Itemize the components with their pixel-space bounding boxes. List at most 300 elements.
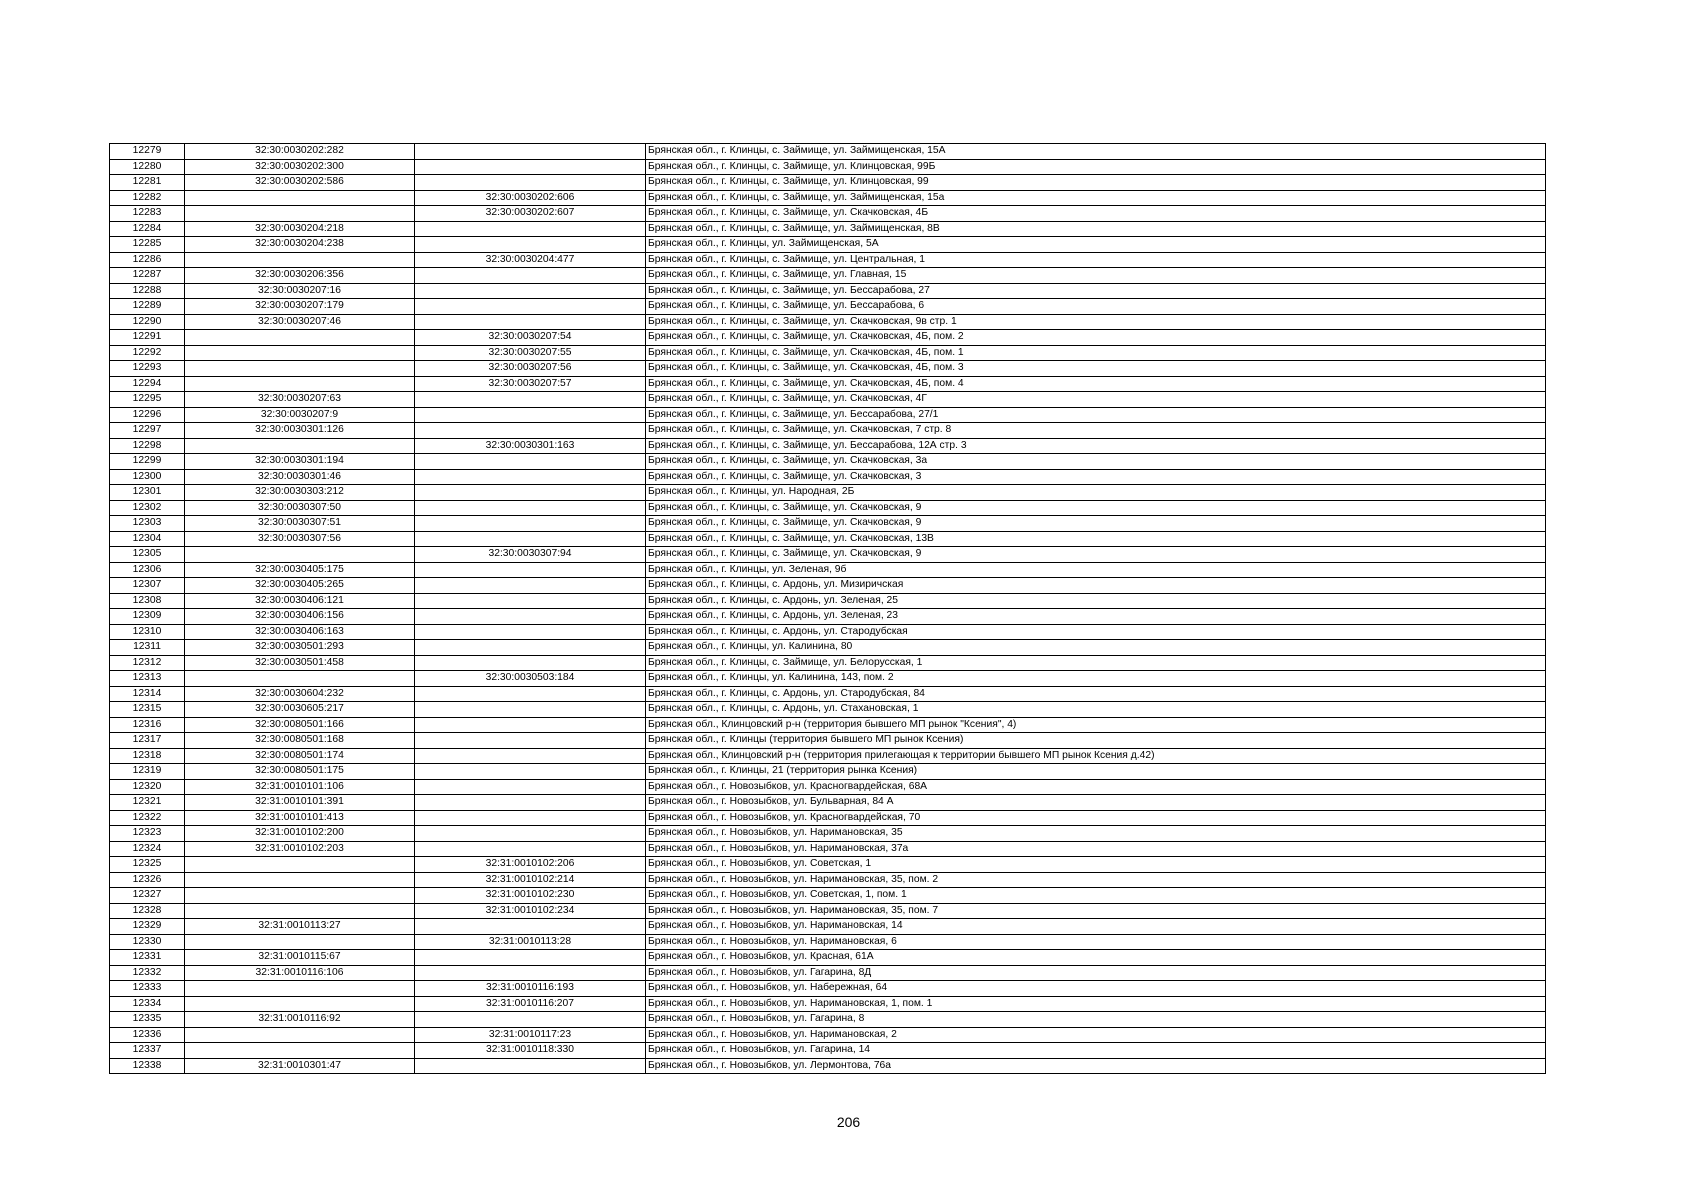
address-cell: Брянская обл., г. Клинцы, с. Займище, ул. Скачковская, 4Б: [646, 206, 1546, 222]
table-row: [110, 438, 1546, 454]
table-row: [110, 810, 1546, 826]
cadastral-number-alt-cell: [415, 562, 646, 578]
row-number-cell: 12322: [110, 810, 185, 826]
address-cell: Брянская обл., г. Клинцы, с. Займище, ул. Скачковская, 9: [646, 547, 1546, 563]
cadastral-number-cell: 32:30:0030301:126: [185, 423, 415, 439]
address-cell: Брянская обл., г. Клинцы, с. Займище, ул. Скачковская, 4Б, пом. 3: [646, 361, 1546, 377]
address-cell: Брянская обл., г. Клинцы, с. Займище, ул. Скачковская, 13В: [646, 531, 1546, 547]
address-cell: Брянская обл., г. Клинцы, с. Ардонь, ул. Мизиричская: [646, 578, 1546, 594]
row-number-cell: 12313: [110, 671, 185, 687]
table-row: [110, 345, 1546, 361]
cadastral-number-alt-cell: [415, 407, 646, 423]
row-number-cell: 12306: [110, 562, 185, 578]
row-number-cell: 12337: [110, 1043, 185, 1059]
cadastral-number-alt-cell: [415, 1058, 646, 1074]
address-cell: Брянская обл., г. Клинцы, с. Займище, ул. Займищенская, 15А: [646, 144, 1546, 160]
cadastral-number-alt-cell: [415, 516, 646, 532]
row-number-cell: 12304: [110, 531, 185, 547]
cadastral-number-alt-cell: [415, 733, 646, 749]
row-number-cell: 12331: [110, 950, 185, 966]
cadastral-number-cell: 32:30:0030406:163: [185, 624, 415, 640]
cadastral-number-cell: 32:30:0030604:232: [185, 686, 415, 702]
table-row: [110, 981, 1546, 997]
row-number-cell: 12291: [110, 330, 185, 346]
row-number-cell: 12335: [110, 1012, 185, 1028]
cadastral-number-alt-cell: 32:30:0030301:163: [415, 438, 646, 454]
cadastral-number-cell: 32:31:0010102:203: [185, 841, 415, 857]
cadastral-number-alt-cell: [415, 454, 646, 470]
row-number-cell: 12288: [110, 283, 185, 299]
cadastral-number-cell: 32:31:0010102:200: [185, 826, 415, 842]
address-cell: Брянская обл., г. Клинцы, с. Займище, ул. Клинцовская, 99Б: [646, 159, 1546, 175]
cadastral-number-alt-cell: [415, 795, 646, 811]
cadastral-number-cell: [185, 190, 415, 206]
address-cell: Брянская обл., г. Клинцы, с. Займище, ул. Клинцовская, 99: [646, 175, 1546, 191]
row-number-cell: 12301: [110, 485, 185, 501]
row-number-cell: 12293: [110, 361, 185, 377]
cadastral-number-cell: [185, 345, 415, 361]
address-cell: Брянская обл., г. Клинцы, с. Займище, ул. Скачковская, 3: [646, 469, 1546, 485]
table-row: [110, 640, 1546, 656]
row-number-cell: 12326: [110, 872, 185, 888]
row-number-cell: 12333: [110, 981, 185, 997]
table-row: [110, 857, 1546, 873]
cadastral-number-alt-cell: [415, 500, 646, 516]
address-cell: Брянская обл., г. Клинцы, с. Займище, ул. Бессарабова, 27/1: [646, 407, 1546, 423]
cadastral-number-cell: 32:30:0030207:63: [185, 392, 415, 408]
cadastral-number-cell: [185, 376, 415, 392]
cadastral-number-alt-cell: 32:30:0030204:477: [415, 252, 646, 268]
table-row: [110, 888, 1546, 904]
cadastral-number-alt-cell: [415, 392, 646, 408]
table-row: [110, 547, 1546, 563]
cadastral-number-alt-cell: [415, 779, 646, 795]
table-row: [110, 159, 1546, 175]
table-row: [110, 562, 1546, 578]
row-number-cell: 12294: [110, 376, 185, 392]
row-number-cell: 12312: [110, 655, 185, 671]
cadastral-number-alt-cell: [415, 531, 646, 547]
cadastral-number-alt-cell: [415, 283, 646, 299]
table-row: [110, 454, 1546, 470]
address-cell: Брянская обл., г. Клинцы, с. Ардонь, ул. Зеленая, 23: [646, 609, 1546, 625]
cadastral-number-cell: [185, 330, 415, 346]
table-row: [110, 609, 1546, 625]
cadastral-number-alt-cell: [415, 624, 646, 640]
row-number-cell: 12290: [110, 314, 185, 330]
cadastral-number-alt-cell: [415, 299, 646, 315]
address-cell: Брянская обл., г. Клинцы, с. Займище, ул. Бессарабова, 12А стр. 3: [646, 438, 1546, 454]
cadastral-number-cell: 32:30:0030406:156: [185, 609, 415, 625]
address-cell: Брянская обл., г. Клинцы (территория бывшего МП рынок Ксения): [646, 733, 1546, 749]
address-cell: Брянская обл., г. Новозыбков, ул. Гагарина, 8Д: [646, 965, 1546, 981]
address-cell: Брянская обл., г. Новозыбков, ул. Наримановская, 37а: [646, 841, 1546, 857]
row-number-cell: 12316: [110, 717, 185, 733]
address-cell: Брянская обл., г. Новозыбков, ул. Красногвардейская, 70: [646, 810, 1546, 826]
table-row: [110, 361, 1546, 377]
cadastral-number-alt-cell: 32:30:0030207:57: [415, 376, 646, 392]
row-number-cell: 12310: [110, 624, 185, 640]
cadastral-number-cell: 32:30:0080501:168: [185, 733, 415, 749]
address-cell: Брянская обл., г. Клинцы, с. Ардонь, ул. Стахановская, 1: [646, 702, 1546, 718]
registry-table: [109, 143, 1546, 1074]
address-cell: Брянская обл., г. Новозыбков, ул. Наримановская, 1, пом. 1: [646, 996, 1546, 1012]
row-number-cell: 12332: [110, 965, 185, 981]
address-cell: Брянская обл., г. Клинцы, с. Займище, ул. Центральная, 1: [646, 252, 1546, 268]
table-row: [110, 407, 1546, 423]
row-number-cell: 12321: [110, 795, 185, 811]
cadastral-number-alt-cell: 32:31:0010102:206: [415, 857, 646, 873]
address-cell: Брянская обл., г. Новозыбков, ул. Гагарина, 8: [646, 1012, 1546, 1028]
table-row: [110, 423, 1546, 439]
table-row: [110, 221, 1546, 237]
cadastral-number-cell: [185, 857, 415, 873]
table-row: [110, 268, 1546, 284]
cadastral-number-cell: 32:30:0030307:50: [185, 500, 415, 516]
cadastral-number-alt-cell: 32:30:0030207:56: [415, 361, 646, 377]
row-number-cell: 12282: [110, 190, 185, 206]
cadastral-number-cell: 32:30:0030301:194: [185, 454, 415, 470]
cadastral-number-cell: 32:30:0030206:356: [185, 268, 415, 284]
row-number-cell: 12280: [110, 159, 185, 175]
address-cell: Брянская обл., г. Клинцы, с. Займище, ул. Скачковская, 3а: [646, 454, 1546, 470]
cadastral-number-cell: [185, 1027, 415, 1043]
table-row: [110, 795, 1546, 811]
cadastral-number-cell: [185, 361, 415, 377]
address-cell: Брянская обл., г. Клинцы, с. Ардонь, ул. Стародубская: [646, 624, 1546, 640]
cadastral-number-cell: 32:31:0010101:106: [185, 779, 415, 795]
cadastral-number-cell: [185, 1043, 415, 1059]
cadastral-number-cell: [185, 438, 415, 454]
table-row: [110, 299, 1546, 315]
row-number-cell: 12336: [110, 1027, 185, 1043]
cadastral-number-alt-cell: 32:30:0030207:55: [415, 345, 646, 361]
row-number-cell: 12285: [110, 237, 185, 253]
address-cell: Брянская обл., г. Клинцы, с. Ардонь, ул. Стародубская, 84: [646, 686, 1546, 702]
table-row: [110, 671, 1546, 687]
cadastral-number-alt-cell: [415, 717, 646, 733]
row-number-cell: 12317: [110, 733, 185, 749]
row-number-cell: 12311: [110, 640, 185, 656]
address-cell: Брянская обл., г. Клинцы, с. Займище, ул. Бессарабова, 6: [646, 299, 1546, 315]
table-row: [110, 934, 1546, 950]
address-cell: Брянская обл., г. Клинцы, с. Займище, ул. Скачковская, 9в стр. 1: [646, 314, 1546, 330]
table-row: [110, 950, 1546, 966]
table-row: [110, 469, 1546, 485]
table-row: [110, 996, 1546, 1012]
cadastral-number-cell: 32:30:0030605:217: [185, 702, 415, 718]
cadastral-number-alt-cell: 32:30:0030307:94: [415, 547, 646, 563]
address-cell: Брянская обл., г. Клинцы, ул. Народная, 2Б: [646, 485, 1546, 501]
cadastral-number-cell: 32:30:0030202:586: [185, 175, 415, 191]
address-cell: Брянская обл., г. Клинцы, с. Займище, ул. Скачковская, 4Б, пом. 4: [646, 376, 1546, 392]
address-cell: Брянская обл., г. Клинцы, с. Займище, ул. Скачковская, 9: [646, 500, 1546, 516]
table-row: [110, 1043, 1546, 1059]
row-number-cell: 12286: [110, 252, 185, 268]
row-number-cell: 12303: [110, 516, 185, 532]
row-number-cell: 12298: [110, 438, 185, 454]
table-row: [110, 779, 1546, 795]
address-cell: Брянская обл., г. Новозыбков, ул. Красногвардейская, 68А: [646, 779, 1546, 795]
cadastral-number-cell: 32:30:0030307:51: [185, 516, 415, 532]
table-row: [110, 841, 1546, 857]
table-row: [110, 206, 1546, 222]
row-number-cell: 12318: [110, 748, 185, 764]
cadastral-number-alt-cell: [415, 950, 646, 966]
table-row: [110, 252, 1546, 268]
cadastral-number-cell: 32:31:0010301:47: [185, 1058, 415, 1074]
table-row: [110, 237, 1546, 253]
cadastral-number-alt-cell: 32:31:0010117:23: [415, 1027, 646, 1043]
row-number-cell: 12314: [110, 686, 185, 702]
row-number-cell: 12299: [110, 454, 185, 470]
cadastral-number-cell: 32:30:0030204:218: [185, 221, 415, 237]
table-row: [110, 919, 1546, 935]
cadastral-number-alt-cell: [415, 593, 646, 609]
table-row: [110, 826, 1546, 842]
address-cell: Брянская обл., г. Новозыбков, ул. Наримановская, 14: [646, 919, 1546, 935]
table-row: [110, 1012, 1546, 1028]
table-row: [110, 748, 1546, 764]
table-row: [110, 733, 1546, 749]
address-cell: Брянская обл., г. Новозыбков, ул. Красная, 61А: [646, 950, 1546, 966]
address-cell: Брянская обл., Клинцовский р-н (территория прилегающая к территории бывшего МП рынок Ксения д.42): [646, 748, 1546, 764]
cadastral-number-alt-cell: 32:31:0010102:214: [415, 872, 646, 888]
address-cell: Брянская обл., г. Новозыбков, ул. Советская, 1, пом. 1: [646, 888, 1546, 904]
address-cell: Брянская обл., г. Клинцы, с. Займище, ул. Белорусская, 1: [646, 655, 1546, 671]
cadastral-number-alt-cell: 32:30:0030202:606: [415, 190, 646, 206]
cadastral-number-cell: 32:30:0030207:46: [185, 314, 415, 330]
cadastral-number-alt-cell: [415, 314, 646, 330]
row-number-cell: 12287: [110, 268, 185, 284]
row-number-cell: 12328: [110, 903, 185, 919]
row-number-cell: 12324: [110, 841, 185, 857]
cadastral-number-cell: 32:31:0010116:92: [185, 1012, 415, 1028]
table-row: [110, 392, 1546, 408]
cadastral-number-alt-cell: 32:31:0010102:230: [415, 888, 646, 904]
address-cell: Брянская обл., г. Клинцы, с. Займище, ул. Бессарабова, 27: [646, 283, 1546, 299]
address-cell: Брянская обл., г. Клинцы, ул. Займищенская, 5А: [646, 237, 1546, 253]
row-number-cell: 12327: [110, 888, 185, 904]
cadastral-number-alt-cell: 32:30:0030202:607: [415, 206, 646, 222]
table-row: [110, 903, 1546, 919]
table-row: [110, 531, 1546, 547]
address-cell: Брянская обл., г. Новозыбков, ул. Бульварная, 84 А: [646, 795, 1546, 811]
table-row: [110, 376, 1546, 392]
table-row: [110, 764, 1546, 780]
table-row: [110, 1027, 1546, 1043]
cadastral-number-alt-cell: [415, 268, 646, 284]
address-cell: Брянская обл., г. Клинцы, с. Ардонь, ул. Зеленая, 25: [646, 593, 1546, 609]
address-cell: Брянская обл., г. Новозыбков, ул. Наримановская, 35, пом. 7: [646, 903, 1546, 919]
cadastral-number-cell: 32:30:0030307:56: [185, 531, 415, 547]
cadastral-number-alt-cell: [415, 748, 646, 764]
cadastral-number-cell: 32:31:0010101:391: [185, 795, 415, 811]
row-number-cell: 12309: [110, 609, 185, 625]
cadastral-number-alt-cell: 32:30:0030207:54: [415, 330, 646, 346]
address-cell: Брянская обл., г. Новозыбков, ул. Гагарина, 14: [646, 1043, 1546, 1059]
address-cell: Брянская обл., г. Новозыбков, ул. Наримановская, 35, пом. 2: [646, 872, 1546, 888]
cadastral-number-alt-cell: [415, 826, 646, 842]
row-number-cell: 12320: [110, 779, 185, 795]
cadastral-number-cell: [185, 671, 415, 687]
row-number-cell: 12323: [110, 826, 185, 842]
cadastral-number-alt-cell: 32:30:0030503:184: [415, 671, 646, 687]
cadastral-number-cell: 32:30:0030207:179: [185, 299, 415, 315]
row-number-cell: 12289: [110, 299, 185, 315]
cadastral-number-cell: 32:30:0030406:121: [185, 593, 415, 609]
cadastral-number-alt-cell: [415, 485, 646, 501]
cadastral-number-alt-cell: [415, 469, 646, 485]
cadastral-number-cell: [185, 206, 415, 222]
row-number-cell: 12279: [110, 144, 185, 160]
cadastral-number-alt-cell: [415, 764, 646, 780]
cadastral-number-alt-cell: [415, 655, 646, 671]
row-number-cell: 12338: [110, 1058, 185, 1074]
row-number-cell: 12308: [110, 593, 185, 609]
address-cell: Брянская обл., г. Новозыбков, ул. Наримановская, 2: [646, 1027, 1546, 1043]
row-number-cell: 12307: [110, 578, 185, 594]
address-cell: Брянская обл., г. Клинцы, с. Займище, ул. Скачковская, 4Б, пом. 1: [646, 345, 1546, 361]
cadastral-number-alt-cell: [415, 237, 646, 253]
row-number-cell: 12281: [110, 175, 185, 191]
page-number: 206: [836, 1114, 861, 1130]
address-cell: Брянская обл., г. Новозыбков, ул. Набережная, 64: [646, 981, 1546, 997]
row-number-cell: 12297: [110, 423, 185, 439]
cadastral-number-alt-cell: 32:31:0010113:28: [415, 934, 646, 950]
address-cell: Брянская обл., г. Клинцы, ул. Калинина, 143, пом. 2: [646, 671, 1546, 687]
cadastral-number-alt-cell: [415, 609, 646, 625]
address-cell: Брянская обл., г. Клинцы, с. Займище, ул. Займищенская, 8В: [646, 221, 1546, 237]
cadastral-number-alt-cell: [415, 578, 646, 594]
row-number-cell: 12302: [110, 500, 185, 516]
cadastral-number-alt-cell: [415, 1012, 646, 1028]
cadastral-number-cell: [185, 903, 415, 919]
cadastral-number-alt-cell: [415, 810, 646, 826]
table-row: [110, 717, 1546, 733]
cadastral-number-cell: [185, 981, 415, 997]
cadastral-number-cell: 32:30:0030204:238: [185, 237, 415, 253]
row-number-cell: 12292: [110, 345, 185, 361]
cadastral-number-alt-cell: 32:31:0010116:193: [415, 981, 646, 997]
table-row: [110, 500, 1546, 516]
row-number-cell: 12305: [110, 547, 185, 563]
row-number-cell: 12329: [110, 919, 185, 935]
cadastral-number-alt-cell: [415, 965, 646, 981]
cadastral-number-cell: 32:30:0080501:174: [185, 748, 415, 764]
row-number-cell: 12319: [110, 764, 185, 780]
cadastral-number-alt-cell: 32:31:0010102:234: [415, 903, 646, 919]
table-row: [110, 314, 1546, 330]
cadastral-number-cell: 32:31:0010113:27: [185, 919, 415, 935]
cadastral-number-cell: 32:30:0030207:16: [185, 283, 415, 299]
cadastral-number-cell: 32:30:0030501:458: [185, 655, 415, 671]
cadastral-number-cell: 32:30:0080501:175: [185, 764, 415, 780]
cadastral-number-alt-cell: [415, 159, 646, 175]
table-row: [110, 686, 1546, 702]
table-row: [110, 330, 1546, 346]
cadastral-number-cell: 32:30:0030301:46: [185, 469, 415, 485]
table-row: [110, 872, 1546, 888]
row-number-cell: 12325: [110, 857, 185, 873]
cadastral-number-cell: [185, 252, 415, 268]
table-row: [110, 578, 1546, 594]
address-cell: Брянская обл., г. Клинцы, с. Займище, ул. Скачковская, 4Б, пом. 2: [646, 330, 1546, 346]
address-cell: Брянская обл., г. Новозыбков, ул. Советская, 1: [646, 857, 1546, 873]
table-row: [110, 144, 1546, 160]
table-row: [110, 702, 1546, 718]
cadastral-number-cell: 32:31:0010116:106: [185, 965, 415, 981]
cadastral-number-alt-cell: [415, 175, 646, 191]
cadastral-number-alt-cell: [415, 221, 646, 237]
address-cell: Брянская обл., г. Клинцы, с. Займище, ул. Скачковская, 7 стр. 8: [646, 423, 1546, 439]
table-row: [110, 593, 1546, 609]
cadastral-number-cell: 32:30:0030207:9: [185, 407, 415, 423]
row-number-cell: 12315: [110, 702, 185, 718]
address-cell: Брянская обл., г. Новозыбков, ул. Лермонтова, 76а: [646, 1058, 1546, 1074]
cadastral-number-cell: 32:31:0010115:67: [185, 950, 415, 966]
cadastral-number-cell: 32:30:0080501:166: [185, 717, 415, 733]
cadastral-number-cell: [185, 934, 415, 950]
address-cell: Брянская обл., г. Клинцы, ул. Калинина, 80: [646, 640, 1546, 656]
cadastral-number-cell: [185, 888, 415, 904]
row-number-cell: 12283: [110, 206, 185, 222]
table-row: [110, 516, 1546, 532]
cadastral-number-alt-cell: [415, 686, 646, 702]
cadastral-number-cell: 32:30:0030202:300: [185, 159, 415, 175]
cadastral-number-cell: 32:30:0030501:293: [185, 640, 415, 656]
address-cell: Брянская обл., г. Клинцы, с. Займище, ул. Главная, 15: [646, 268, 1546, 284]
cadastral-number-alt-cell: [415, 919, 646, 935]
row-number-cell: 12330: [110, 934, 185, 950]
row-number-cell: 12334: [110, 996, 185, 1012]
table-row: [110, 655, 1546, 671]
address-cell: Брянская обл., г. Клинцы, с. Займище, ул. Скачковская, 9: [646, 516, 1546, 532]
cadastral-number-cell: [185, 547, 415, 563]
cadastral-number-cell: 32:30:0030405:265: [185, 578, 415, 594]
row-number-cell: 12295: [110, 392, 185, 408]
address-cell: Брянская обл., г. Клинцы, 21 (территория рынка Ксения): [646, 764, 1546, 780]
table-row: [110, 965, 1546, 981]
address-cell: Брянская обл., Клинцовский р-н (территория бывшего МП рынок "Ксения", 4): [646, 717, 1546, 733]
table-row: [110, 1058, 1546, 1074]
cadastral-number-cell: [185, 996, 415, 1012]
table-row: [110, 190, 1546, 206]
cadastral-number-alt-cell: [415, 423, 646, 439]
row-number-cell: 12296: [110, 407, 185, 423]
cadastral-number-alt-cell: [415, 640, 646, 656]
cadastral-number-cell: 32:30:0030303:212: [185, 485, 415, 501]
registry-table-body: [110, 144, 1546, 1074]
row-number-cell: 12300: [110, 469, 185, 485]
cadastral-number-cell: 32:30:0030202:282: [185, 144, 415, 160]
address-cell: Брянская обл., г. Новозыбков, ул. Наримановская, 35: [646, 826, 1546, 842]
table-row: [110, 624, 1546, 640]
cadastral-number-alt-cell: [415, 841, 646, 857]
row-number-cell: 12284: [110, 221, 185, 237]
address-cell: Брянская обл., г. Новозыбков, ул. Наримановская, 6: [646, 934, 1546, 950]
cadastral-number-alt-cell: [415, 702, 646, 718]
address-cell: Брянская обл., г. Клинцы, с. Займище, ул. Скачковская, 4Г: [646, 392, 1546, 408]
table-row: [110, 485, 1546, 501]
cadastral-number-cell: 32:31:0010101:413: [185, 810, 415, 826]
cadastral-number-cell: [185, 872, 415, 888]
table-row: [110, 283, 1546, 299]
cadastral-number-cell: 32:30:0030405:175: [185, 562, 415, 578]
address-cell: Брянская обл., г. Клинцы, ул. Зеленая, 9б: [646, 562, 1546, 578]
cadastral-number-alt-cell: [415, 144, 646, 160]
cadastral-number-alt-cell: 32:31:0010116:207: [415, 996, 646, 1012]
